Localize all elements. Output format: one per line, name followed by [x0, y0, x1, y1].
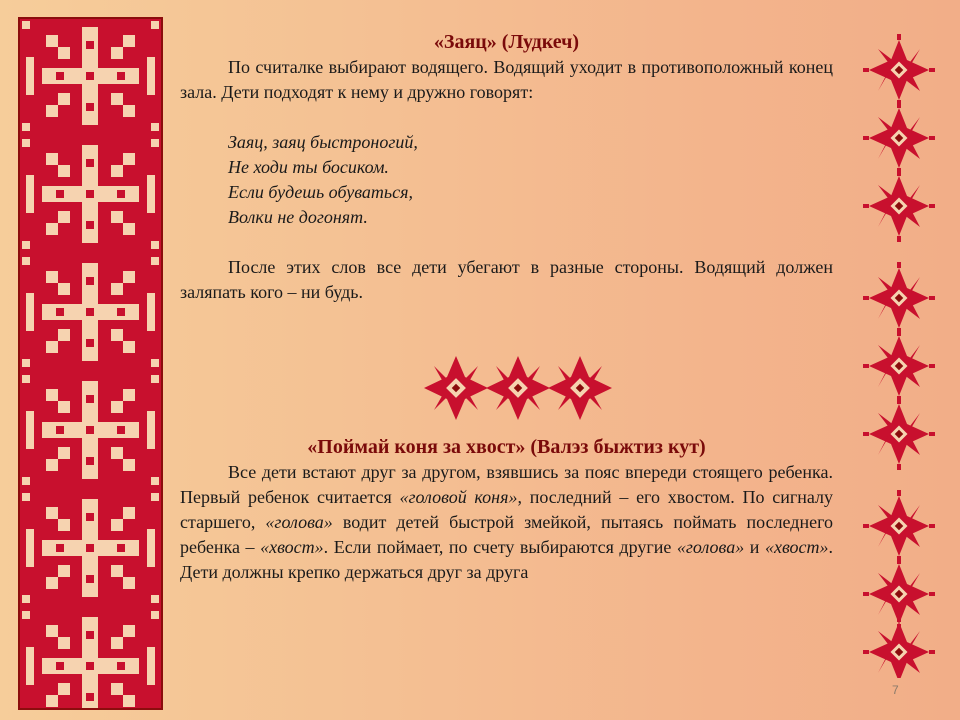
emphasis-term: «голова»	[676, 537, 745, 557]
section-horse	[180, 435, 833, 585]
section-hare-outro: После этих слов все дети убегают в разные стороны. Водящий должен заляпать кого – ни будь.	[180, 257, 833, 302]
verse-line: Заяц, заяц быстроногий,	[228, 132, 418, 152]
left-ornament-band	[18, 17, 163, 710]
embroidery-star-icon	[863, 490, 935, 562]
verse-line: Если будешь обуваться,	[228, 182, 413, 202]
embroidery-star-icon	[863, 330, 935, 402]
embroidery-star-icon	[863, 262, 935, 334]
emphasis-term: «головой коня»	[399, 487, 518, 507]
embroidery-star-icon	[486, 356, 550, 420]
hare-verse	[180, 130, 833, 230]
emphasis-term: «голова»	[265, 512, 333, 532]
section-hare-intro: По считалке выбирают водящего. Водящий уходит в противоположный конец зала. Дети подходят к нему и дружно говорят:	[180, 57, 833, 102]
embroidery-star-icon	[863, 34, 935, 106]
page-number: 7	[892, 683, 899, 697]
emphasis-term: «хвост»	[260, 537, 324, 557]
embroidery-star-icon	[863, 102, 935, 174]
emphasis-term: «хвост»	[764, 537, 829, 557]
embroidery-star-icon	[863, 616, 935, 678]
section-hare	[180, 30, 833, 305]
section-horse-body: Все дети встают друг за другом, взявшись за пояс впереди стоящего ребенка. Первый ребенок считается «головой коня», последний – его хвостом. По сигналу старшего, «голова» водит детей быстрой змейкой, пытаясь поймать последнего ребенка – «хвост». Если поймает, по счету выбираются другие «голова» и «хвост». Дети должны крепко держаться друг за друга	[180, 462, 834, 582]
verse-line: Не ходи ты босиком.	[228, 157, 389, 177]
embroidery-star-icon	[548, 356, 612, 420]
center-ornament-divider	[420, 350, 616, 426]
verse-line: Волки не догонят.	[228, 207, 368, 227]
embroidery-star-icon	[424, 356, 488, 420]
embroidery-star-icon	[863, 170, 935, 242]
right-ornament-column	[855, 22, 943, 678]
section-horse-title: «Поймай коня за хвост» (Валэз быжтиз кут)	[307, 436, 706, 458]
section-hare-title: «Заяц» (Лудкеч)	[433, 31, 580, 53]
embroidery-star-icon	[863, 398, 935, 470]
